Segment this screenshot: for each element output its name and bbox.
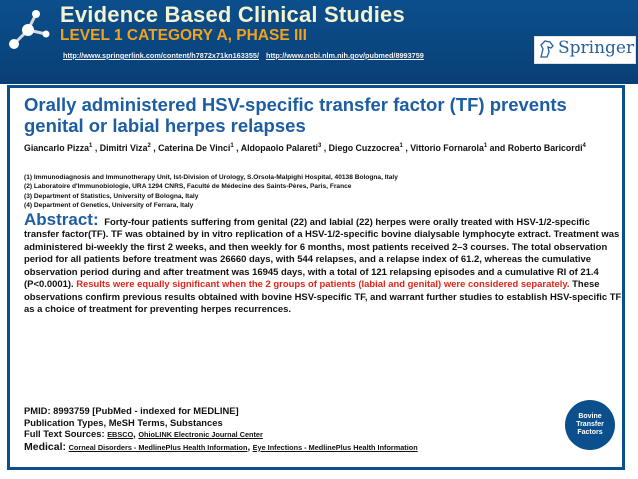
springer-wordmark: Springer [558, 38, 635, 58]
header-banner [0, 0, 638, 84]
abstract-highlight: Results were equally significant when the 2 groups of patients (labial and genital) were considered separately. [76, 279, 570, 291]
article-card [7, 85, 625, 470]
medical-line: Medical: Corneal Disorders - MedlinePlus Health Information, Eye Infections - MedlinePlus Health Information [24, 440, 418, 453]
affiliation-item: (4) Department of Genetics, University of Ferrara, Italy [24, 201, 194, 209]
author-affiliation-index: 1 [483, 143, 488, 149]
fulltext-label: Full Text Sources: [24, 428, 105, 440]
author-name: Giancarlo Pizza [24, 142, 90, 153]
badge-line: Bovine [578, 412, 602, 420]
medical-label: Medical: [24, 440, 67, 453]
springer-horse-icon [538, 39, 556, 59]
author-name: Aldopaolo Palareti [240, 142, 318, 153]
ebsco-link[interactable]: EBSCO [107, 430, 134, 440]
affiliation-item: (1) Immunodiagnosis and Immunotherapy Unit, Ist-Division of Urology, S.Orsola-Malpighi Hospital, 40138 Bologna, Italy [24, 174, 398, 181]
badge-line: Transfer [576, 420, 604, 428]
pubmed-link[interactable]: http://www.ncbi.nlm.nih.gov/pubmed/8993759 [266, 51, 424, 60]
author-affiliation-index: 4 [582, 143, 586, 149]
author-affiliation-index: 1 [399, 143, 403, 149]
author-affiliation-index: 1 [89, 143, 93, 149]
pmid-line: PMID: 8993759 [PubMed - indexed for MEDLINE] [24, 405, 239, 416]
corneal-link[interactable]: Corneal Disorders - MedlinePlus Health Information [68, 442, 248, 452]
springerlink-link[interactable]: http://www.springerlink.com/content/h7872x71kn163355/ [63, 51, 259, 60]
author-list: Giancarlo Pizza$^1$ , Dimitri Viza$^2$ , Caterina De Vinci$^1$ , Aldopaolo Palareti$^3$ , Diego Cuzzocrea$^1$ , Vittorio Fornarola$^1$ and Roberto Baricordi$^4$ [24, 142, 586, 153]
ohiolink-link[interactable]: OhioLINK Electronic Journal Center [138, 430, 263, 440]
abstract-label: Abstract: [24, 210, 99, 229]
author-affiliation-index: 3 [317, 143, 322, 149]
abstract-block [24, 210, 622, 317]
abstract-body: Forty-four patients suffering from genital (22) and labial (22) herpes were orally treated with HSV-1/2-specific transfer factor(TF). TF was obtained by in vitro replication of a HSV-1/2-specific bovine dialysable lymphocyte extract. Treatment was administered bi-weekly the first 2 weeks, and then weekly for 6 months, most patients received 2–3 courses. The total observation period for all patients before treatment was 26660 days, with 544 relapses, and a relapse index of 61.2, whereas the cumulative observation period during and after treatment was 16945 days, with a total of 121 relapsing episodes and a cumulative RI of 21.4 (P<0.0001). [24, 217, 620, 291]
banner-level: LEVEL 1 CATEGORY A, PHASE III [60, 27, 307, 44]
author-name: Dimitri Viza [99, 142, 148, 153]
affiliation-item: (2) Laboratoire d'Immunobiologie, URA 1294 CNRS, Faculté de Médecine des Saints-Pères, Paris, France [24, 183, 352, 191]
fulltext-line: Full Text Sources: EBSCO, OhioLINK Electronic Journal Center [24, 428, 263, 440]
molecule-icon [6, 4, 54, 52]
author-affiliation-index: 2 [147, 143, 151, 149]
article-title: Orally administered HSV-specific transfer factor (TF) prevents genital or labial herpes relapses [24, 94, 567, 136]
springer-logo [534, 36, 636, 64]
badge-line: Factors [577, 429, 603, 437]
author-name: Roberto Baricordi [507, 142, 583, 153]
author-name: Vittorio Fornarola [410, 142, 484, 153]
affiliation-item: (3) Department of Statistics, University of Bologna, Italy [24, 192, 199, 200]
author-name: Diego Cuzzocrea [328, 142, 400, 153]
pubtypes-line: Publication Types, MeSH Terms, Substances [24, 416, 223, 428]
reference-block [24, 405, 504, 453]
eye-infections-link[interactable]: Eye Infections - MedlinePlus Health Information [252, 442, 418, 452]
banner-title: Evidence Based Clinical Studies [60, 2, 405, 27]
banner-links [63, 51, 424, 60]
abstract-conclusion: These observations confirm previous results obtained with bovine HSV-specific TF, and warrant further studies to establish HSV-specific TF as a choice of treatment for preventing herpes recurrences. [24, 279, 622, 316]
author-affiliation-index: 1 [230, 143, 234, 149]
bovine-transfer-factors-badge [565, 400, 615, 450]
affiliation-list [24, 173, 614, 210]
author-name: Caterina De Vinci [158, 142, 231, 153]
